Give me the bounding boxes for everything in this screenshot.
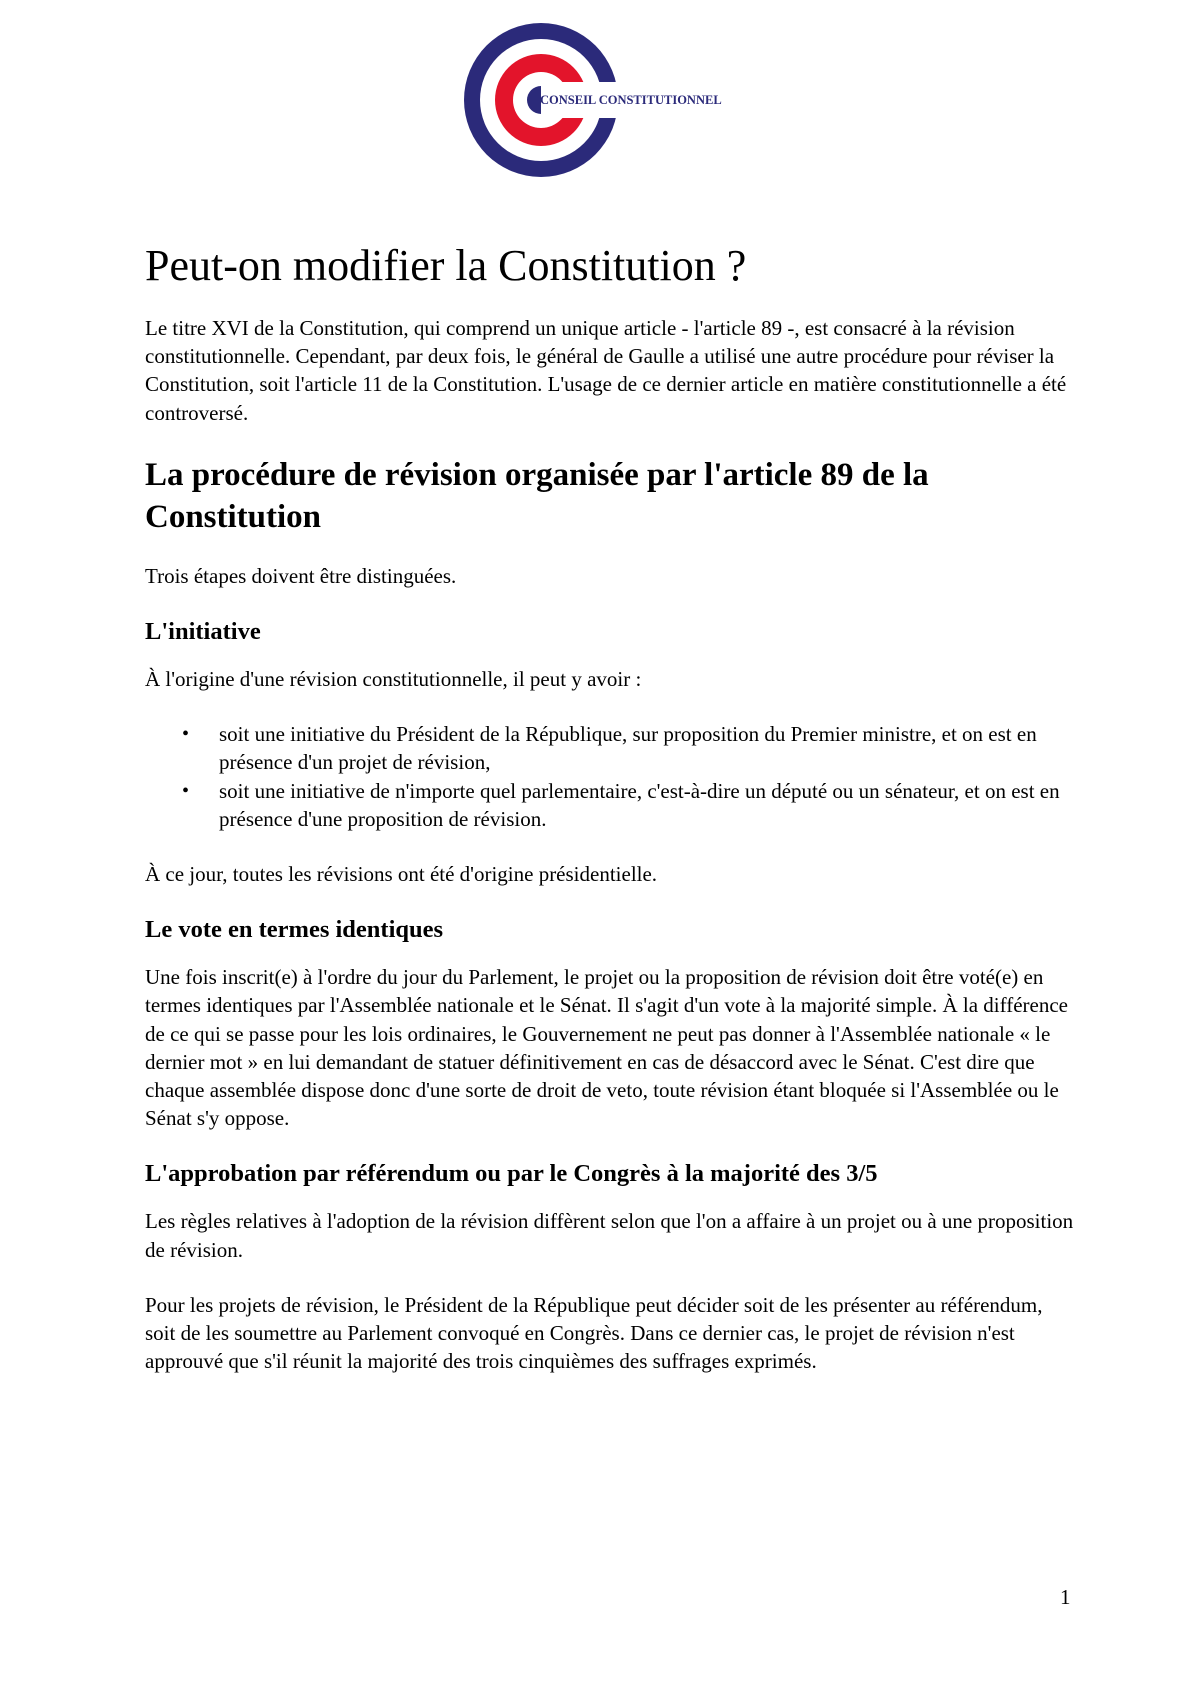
- logo-text: CONSEIL CONSTITUTIONNEL: [540, 93, 722, 107]
- approbation-paragraph-1: Les règles relatives à l'adoption de la révision diffèrent selon que l'on a affaire à un projet ou à une proposition de révision.: [145, 1209, 1074, 1262]
- approbation-paragraph-2: Pour les projets de révision, le Président de la République peut décider soit de les présenter au référendum, soit de les soumettre au Parlement convoqué en Congrès. Dans ce dernier cas, le projet de révision n'est approuvé que s'il réunit la majorité des trois cinquièmes des suffrages exprimés.: [145, 1292, 1043, 1374]
- initiative-list: [145, 720, 1075, 833]
- subheading-initiative: L'initiative: [145, 618, 261, 646]
- logo-graphic: [463, 22, 763, 182]
- page-title: Peut-on modifier la Constitution ?: [145, 241, 747, 290]
- conseil-constitutionnel-logo: [463, 22, 763, 182]
- list-item: [182, 777, 1075, 833]
- list-item-text: soit une initiative de n'importe quel parlementaire, c'est-à-dire un député ou un sénateur, et on est en présence d'une proposition de révision.: [219, 778, 1060, 831]
- list-item-text: soit une initiative du Président de la République, sur proposition du Premier ministre, et on est en présence d'un projet de révision,: [219, 722, 1037, 775]
- document-body: [145, 240, 1075, 1402]
- vote-paragraph: Une fois inscrit(e) à l'ordre du jour du Parlement, le projet ou la proposition de révision doit être voté(e) en termes identiques par l'Assemblée nationale et le Sénat. Il s'agit d'un vote à la majorité simple. À la différence de ce qui se passe pour les lois ordinaires, le Gouvernement ne peut pas donner à l'Assemblée nationale « le dernier mot » en lui demandant de statuer définitivement en cas de désaccord avec le Sénat. C'est dire que chaque assemblée dispose donc d'une sorte de droit de veto, toute révision étant bloquée si l'Assemblée ou le Sénat s'y oppose.: [145, 965, 1068, 1131]
- section-heading-article-89: La procédure de révision organisée par l'article 89 de la Constitution: [145, 456, 929, 535]
- initiative-intro-paragraph: À l'origine d'une révision constitutionnelle, il peut y avoir :: [145, 667, 642, 692]
- bullet-icon: •: [182, 779, 190, 802]
- intro-paragraph: Le titre XVI de la Constitution, qui comprend un unique article - l'article 89 -, est consacré à la révision constitutionnelle. Cependant, par deux fois, le général de Gaulle a utilisé une autre procédure pour réviser la Constitution, soit l'article 11 de la Constitution. L'usage de ce dernier article en matière constitutionnelle a été controversé.: [145, 316, 1067, 425]
- subheading-approbation: L'approbation par référendum ou par le Congrès à la majorité des 3/5: [145, 1160, 878, 1188]
- section-intro-paragraph: Trois étapes doivent être distinguées.: [145, 563, 457, 588]
- list-item: [182, 720, 1075, 776]
- page-number: 1: [1060, 1585, 1071, 1609]
- initiative-conclusion-paragraph: À ce jour, toutes les révisions ont été d'origine présidentielle.: [145, 862, 658, 887]
- subheading-vote: Le vote en termes identiques: [145, 916, 444, 944]
- bullet-icon: •: [182, 723, 190, 746]
